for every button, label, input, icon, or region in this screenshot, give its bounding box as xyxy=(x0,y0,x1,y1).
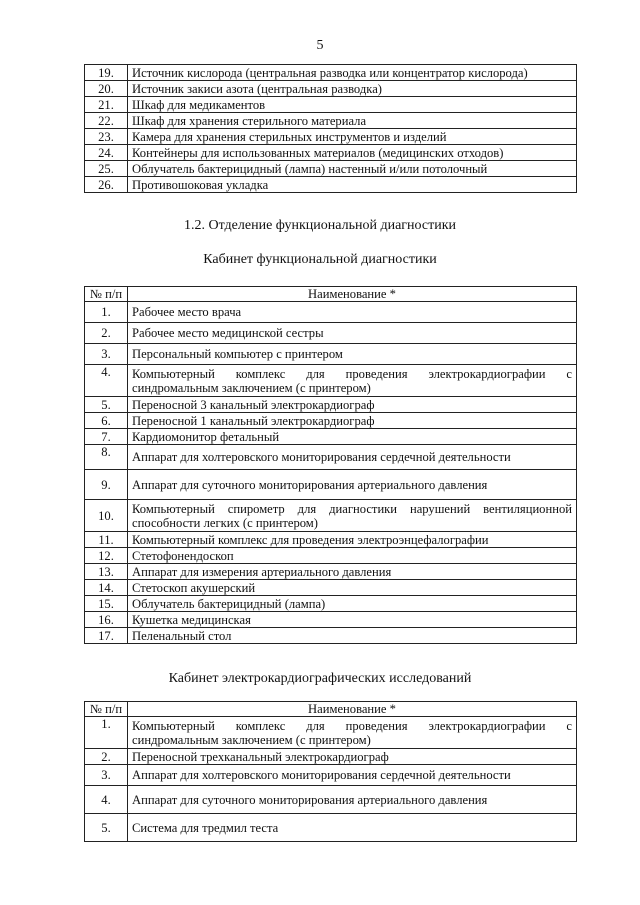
row-name: Стетофонендоскоп xyxy=(128,548,577,564)
header-name: Наименование * xyxy=(128,287,577,302)
row-name: Компьютерный комплекс для проведения электроэнцефалографии xyxy=(128,532,577,548)
row-number: 19. xyxy=(85,65,128,81)
row-name: Источник закиси азота (центральная разводка) xyxy=(128,81,577,97)
row-number: 23. xyxy=(85,129,128,145)
row-number: 13. xyxy=(85,564,128,580)
header-number: № п/п xyxy=(85,287,128,302)
row-name: Облучатель бактерицидный (лампа) xyxy=(128,596,577,612)
row-name: Пеленальный стол xyxy=(128,628,577,644)
table-row xyxy=(85,323,577,344)
row-number: 11. xyxy=(85,532,128,548)
row-name: Источник кислорода (центральная разводка или концентратор кислорода) xyxy=(128,65,577,81)
table-row xyxy=(85,765,577,786)
table-row xyxy=(85,532,577,548)
table-row xyxy=(85,445,577,470)
row-number: 21. xyxy=(85,97,128,113)
table-row xyxy=(85,302,577,323)
row-name: Аппарат для суточного мониторирования артериального давления xyxy=(128,470,577,500)
table-row xyxy=(85,580,577,596)
row-number: 4. xyxy=(85,786,128,814)
row-number: 2. xyxy=(85,749,128,765)
row-name: Компьютерный комплекс для проведения электрокардиографии с синдромальным заключением (с принтером) xyxy=(128,365,577,397)
header-number: № п/п xyxy=(85,702,128,717)
table-row xyxy=(85,65,577,81)
row-number: 9. xyxy=(85,470,128,500)
row-number: 1. xyxy=(85,717,128,749)
row-name: Компьютерный комплекс для проведения электрокардиографии с синдромальным заключением (с принтером) xyxy=(128,717,577,749)
table-header-row xyxy=(85,702,577,717)
row-name: Переносной трехканальный электрокардиограф xyxy=(128,749,577,765)
row-number: 4. xyxy=(85,365,128,397)
table-row xyxy=(85,365,577,397)
row-number: 25. xyxy=(85,161,128,177)
table-row xyxy=(85,564,577,580)
row-name: Камера для хранения стерильных инструментов и изделий xyxy=(128,129,577,145)
row-number: 24. xyxy=(85,145,128,161)
section-title: 1.2. Отделение функциональной диагностики xyxy=(184,218,456,233)
row-number: 15. xyxy=(85,596,128,612)
row-number: 2. xyxy=(85,323,128,344)
table-row xyxy=(85,129,577,145)
row-number: 20. xyxy=(85,81,128,97)
row-name: Переносной 3 канальный электрокардиограф xyxy=(128,397,577,413)
row-name: Аппарат для измерения артериального давления xyxy=(128,564,577,580)
table-row xyxy=(85,429,577,445)
table-row xyxy=(85,81,577,97)
table-row xyxy=(85,344,577,365)
cabinet-title-functional: Кабинет функциональной диагностики xyxy=(203,252,437,267)
table-row xyxy=(85,628,577,644)
row-number: 22. xyxy=(85,113,128,129)
row-number: 5. xyxy=(85,397,128,413)
row-name: Кардиомонитор фетальный xyxy=(128,429,577,445)
row-number: 6. xyxy=(85,413,128,429)
ecg-studies-table xyxy=(84,701,577,842)
row-name: Контейнеры для использованных материалов (медицинских отходов) xyxy=(128,145,577,161)
equipment-table-continued xyxy=(84,64,577,193)
row-number: 1. xyxy=(85,302,128,323)
row-number: 12. xyxy=(85,548,128,564)
table-row xyxy=(85,749,577,765)
table-row xyxy=(85,596,577,612)
table-header-row xyxy=(85,287,577,302)
table-row xyxy=(85,177,577,193)
row-name: Рабочее место медицинской сестры xyxy=(128,323,577,344)
table-row xyxy=(85,397,577,413)
header-name: Наименование * xyxy=(128,702,577,717)
row-name: Шкаф для хранения стерильного материала xyxy=(128,113,577,129)
table-row xyxy=(85,97,577,113)
table-row xyxy=(85,814,577,842)
row-name: Аппарат для холтеровского мониторирования сердечной деятельности xyxy=(128,765,577,786)
row-name: Переносной 1 канальный электрокардиограф xyxy=(128,413,577,429)
row-number: 17. xyxy=(85,628,128,644)
table-row xyxy=(85,161,577,177)
row-name: Аппарат для холтеровского мониторирования сердечной деятельности xyxy=(128,445,577,470)
page-number: 5 xyxy=(316,38,324,53)
table-row xyxy=(85,470,577,500)
table-row xyxy=(85,717,577,749)
row-number: 5. xyxy=(85,814,128,842)
row-name: Рабочее место врача xyxy=(128,302,577,323)
row-name: Система для тредмил теста xyxy=(128,814,577,842)
row-name: Противошоковая укладка xyxy=(128,177,577,193)
table-row xyxy=(85,113,577,129)
table-row xyxy=(85,612,577,628)
table-row xyxy=(85,786,577,814)
row-number: 10. xyxy=(85,500,128,532)
table-row xyxy=(85,413,577,429)
table-row xyxy=(85,145,577,161)
row-name: Облучатель бактерицидный (лампа) настенный и/или потолочный xyxy=(128,161,577,177)
row-number: 14. xyxy=(85,580,128,596)
row-number: 16. xyxy=(85,612,128,628)
row-number: 3. xyxy=(85,344,128,365)
table-row xyxy=(85,548,577,564)
table-row xyxy=(85,500,577,532)
row-name: Шкаф для медикаментов xyxy=(128,97,577,113)
row-name: Персональный компьютер с принтером xyxy=(128,344,577,365)
row-number: 8. xyxy=(85,445,128,470)
row-number: 7. xyxy=(85,429,128,445)
row-name: Стетоскоп акушерский xyxy=(128,580,577,596)
row-number: 3. xyxy=(85,765,128,786)
row-name: Компьютерный спирометр для диагностики нарушений вентиляционной способности легких (с принтером) xyxy=(128,500,577,532)
row-name: Кушетка медицинская xyxy=(128,612,577,628)
row-number: 26. xyxy=(85,177,128,193)
row-name: Аппарат для суточного мониторирования артериального давления xyxy=(128,786,577,814)
functional-diagnostics-table xyxy=(84,286,577,644)
cabinet-title-ecg: Кабинет электрокардиографических исследований xyxy=(168,671,472,686)
